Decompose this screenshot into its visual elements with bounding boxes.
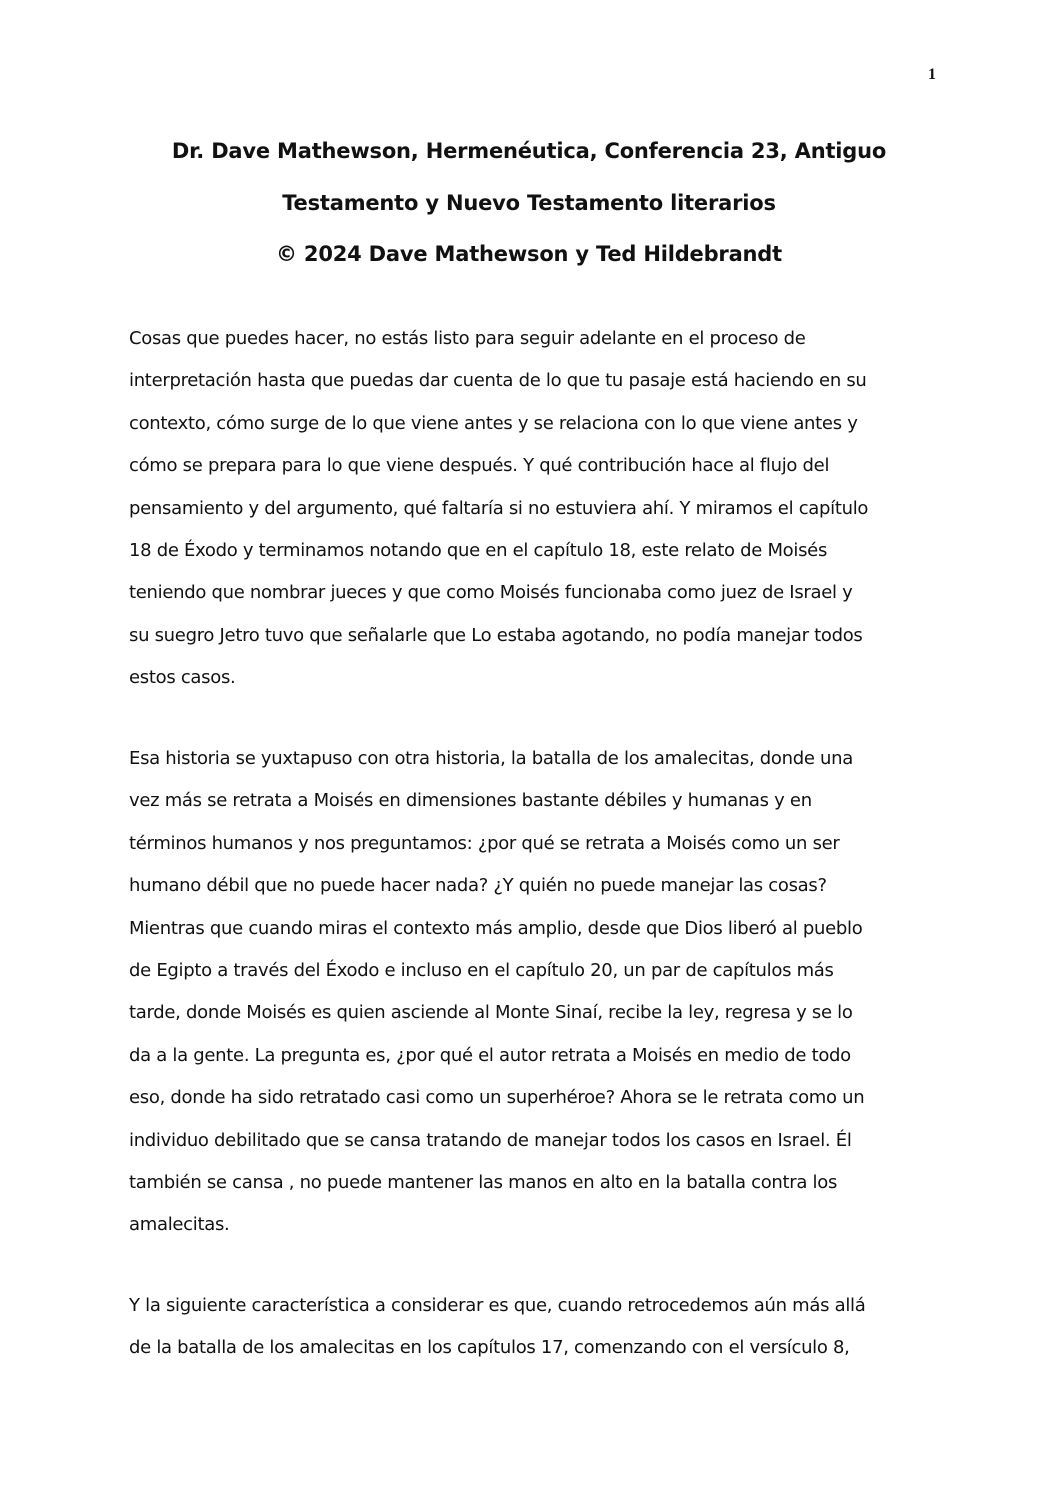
title-line: Testamento y Nuevo Testamento literarios (282, 190, 776, 215)
text-line: vez más se retrata a Moisés en dimensiones bastante débiles y humanas y en (129, 790, 812, 812)
text-line: teniendo que nombrar jueces y que como Moisés funcionaba como juez de Israel y (129, 582, 853, 604)
text-line: también se cansa , no puede mantener las manos en alto en la batalla contra los (129, 1172, 838, 1194)
text-line: Esa historia se yuxtapuso con otra historia, la batalla de los amalecitas, donde una (129, 748, 854, 769)
text-line: humano débil que no puede hacer nada? ¿Y quién no puede manejar las cosas? (129, 875, 827, 897)
text-line: tarde, donde Moisés es quien asciende al Monte Sinaí, recibe la ley, regresa y se lo (129, 1002, 853, 1024)
text-line: contexto, cómo surge de lo que viene antes y se relaciona con lo que viene antes y (129, 412, 858, 434)
text-line: individuo debilitado que se cansa tratando de manejar todos los casos en Israel. Él (129, 1129, 852, 1151)
text-line: amalecitas. (129, 1214, 230, 1236)
text-line: Y la siguiente característica a considerar es que, cuando retrocedemos aún más allá (129, 1295, 866, 1316)
page-number: 1 (928, 66, 936, 83)
text-line: interpretación hasta que puedas dar cuenta de lo que tu pasaje está haciendo en su (129, 370, 867, 392)
paragraph-1 (129, 318, 929, 700)
text-line: estos casos. (129, 667, 236, 689)
paragraph-3 (129, 1285, 929, 1370)
copyright-line: © 2024 Dave Mathewson y Ted Hildebrandt (276, 242, 782, 266)
title-line: Dr. Dave Mathewson, Hermenéutica, Conferencia 23, Antiguo (171, 139, 887, 163)
text-line: de Egipto a través del Éxodo e incluso en el capítulo 20, un par de capítulos más (129, 960, 834, 982)
paragraph-2 (129, 738, 929, 1247)
document-title (120, 126, 938, 281)
text-line: da a la gente. La pregunta es, ¿por qué el autor retrata a Moisés en medio de todo (129, 1044, 851, 1066)
text-line: su suegro Jetro tuvo que señalarle que Lo estaba agotando, no podía manejar todos (129, 624, 863, 646)
text-line: de la batalla de los amalecitas en los capítulos 17, comenzando con el versículo 8, (129, 1337, 850, 1359)
text-line: Cosas que puedes hacer, no estás listo para seguir adelante en el proceso de (129, 328, 806, 349)
text-line: 18 de Éxodo y terminamos notando que en el capítulo 18, este relato de Moisés (129, 540, 828, 562)
text-line: cómo se prepara para lo que viene después. Y qué contribución hace al flujo del (129, 455, 830, 477)
text-line: términos humanos y nos preguntamos: ¿por qué se retrata a Moisés como un ser (129, 832, 840, 854)
text-line: pensamiento y del argumento, qué faltaría si no estuviera ahí. Y miramos el capítulo (129, 497, 869, 519)
text-line: eso, donde ha sido retratado casi como un superhéroe? Ahora se le retrata como un (129, 1087, 865, 1109)
text-line: Mientras que cuando miras el contexto más amplio, desde que Dios liberó al pueblo (129, 917, 863, 939)
